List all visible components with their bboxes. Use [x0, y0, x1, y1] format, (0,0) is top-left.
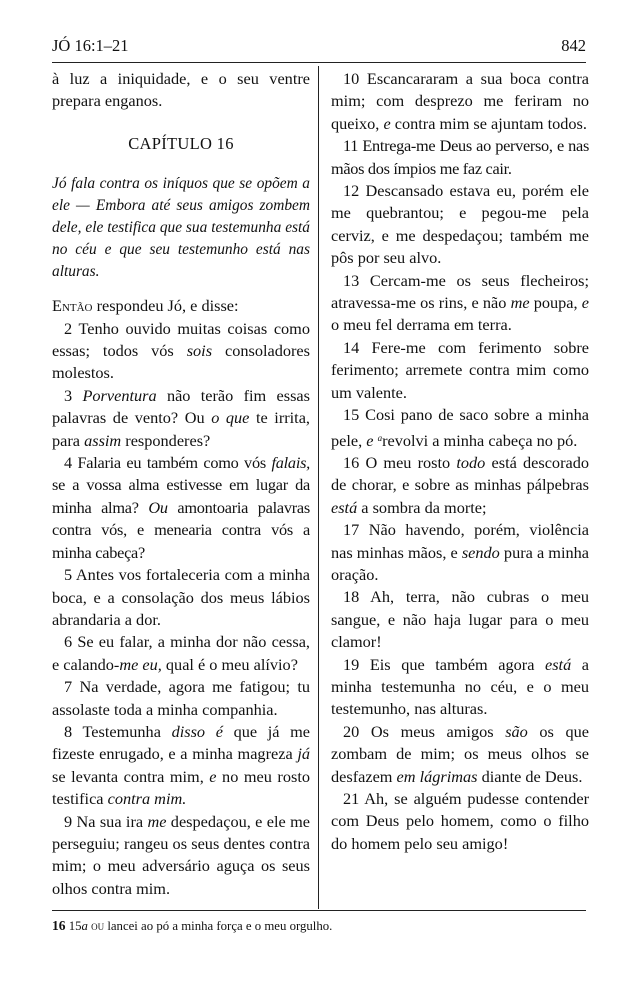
verse-18: 18 Ah, terra, não cubras o meu sangue, e não haja lugar para o meu clamor!	[331, 587, 589, 652]
verse-7: 7 Na verdade, agora me fatigou; tu assolaste toda a minha companhia.	[52, 677, 310, 719]
footnote-text: lancei ao pó a minha força e o meu orgulho.	[107, 919, 333, 933]
verse-8: 8 Testemunha disso é que já me fizeste enrugado, e a minha magreza já se levanta contra mim, e no meu rosto testifica contra mim.	[52, 721, 311, 809]
footnote-marker[interactable]: a	[377, 432, 383, 443]
verse-11: 11 Entrega-me Deus ao perverso, e nas mãos dos ímpios me faz cair.	[331, 136, 589, 178]
chapter-summary: Jó fala contra os iníquos que se opõem a ele — Embora até seus amigos zombem dele, ele testifica que sua testemunha está no céu e que seu testemunho está nas alturas.	[52, 175, 310, 281]
previous-verse-continuation: à luz a iniquidade, e o seu ventre prepara enganos.	[52, 69, 310, 111]
verse-16: 16 O meu rosto todo está descorado de chorar, e sobre as minhas pálpebras está a sombra da morte;	[331, 452, 590, 517]
footnote-letter: a	[81, 919, 88, 933]
verse-20: 20 Os meus amigos são os que zombam de mim; os meus olhos se desfazem em lágrimas diante de Deus.	[331, 721, 589, 786]
header-divider	[52, 62, 586, 63]
verse-21: 21 Ah, se alguém pudesse contender com Deus pelo homem, como o filho do homem pelo seu amigo!	[331, 789, 589, 853]
footnote-ou: ou	[91, 919, 105, 933]
running-header	[52, 36, 586, 58]
verse-10: 10 Escancararam a sua boca contra mim; com desprezo me feriram no queixo, e contra mim se ajuntam todos.	[331, 69, 589, 133]
left-column	[52, 68, 310, 900]
column-divider	[318, 66, 319, 909]
chapter-reference: JÓ 16:1–21	[52, 36, 129, 55]
verse-9: 9 Na sua ira me despedaçou, e ele me perseguiu; rangeu os seus dentes contra mim; o meu adversário aguça os seus olhos contra mim.	[52, 811, 310, 898]
footnote-divider	[52, 910, 586, 911]
verse-3: 3 Porventura não terão fim essas palavras de vento? Ou o que te irrita, para assim responderes?	[52, 385, 311, 450]
verse-12: 12 Descansado estava eu, porém ele me quebrantou; e pegou-me pela cerviz, e me despedaçou; também me pôs por seu alvo.	[331, 181, 589, 268]
verse-19: 19 Eis que também agora está a minha testemunha no céu, e o meu testemunho, nas alturas.	[331, 654, 590, 719]
verse-14: 14 Fere-me com ferimento sobre ferimento; arremete contra mim como um valente.	[331, 337, 589, 402]
verse-1-lead: Então	[52, 296, 93, 316]
verse-4: 4 Falaria eu também como vós falais, se a vossa alma estivesse em lugar da minha alma? Ou amontoaria palavras contra vós, e menearia contra vós a minha cabeça?	[52, 453, 310, 562]
right-column	[331, 68, 589, 855]
verse-2: 2 Tenho ouvido muitas coisas como essas; todos vós sois consoladores molestos.	[52, 318, 310, 383]
verse-6: 6 Se eu falar, a minha dor não cessa, e calando-me eu, qual é o meu alívio?	[52, 632, 310, 674]
verse-17: 17 Não havendo, porém, violência nas minhas mãos, e sendo pura a minha oração.	[331, 520, 590, 584]
verse-15: 15 Cosi pano de saco sobre a minha pele, e $^a$revolvi a minha cabeça no pó.	[331, 405, 589, 450]
chapter-title: CAPÍTULO 16	[128, 133, 234, 153]
page-number: 842	[561, 36, 586, 55]
footnote-chapter: 16	[52, 918, 66, 933]
footnote	[52, 918, 586, 934]
verse-1: Então respondeu Jó, e disse:	[52, 296, 239, 316]
verse-13: 13 Cercam-me os seus flecheiros; atravessa-me os rins, e não me poupa, e o meu fel derrama em terra.	[331, 270, 590, 335]
verse-5: 5 Antes vos fortaleceria com a minha boca, e a consolação dos meus lábios abrandaria a dor.	[52, 565, 310, 629]
footnote-verse: 15	[68, 919, 82, 933]
